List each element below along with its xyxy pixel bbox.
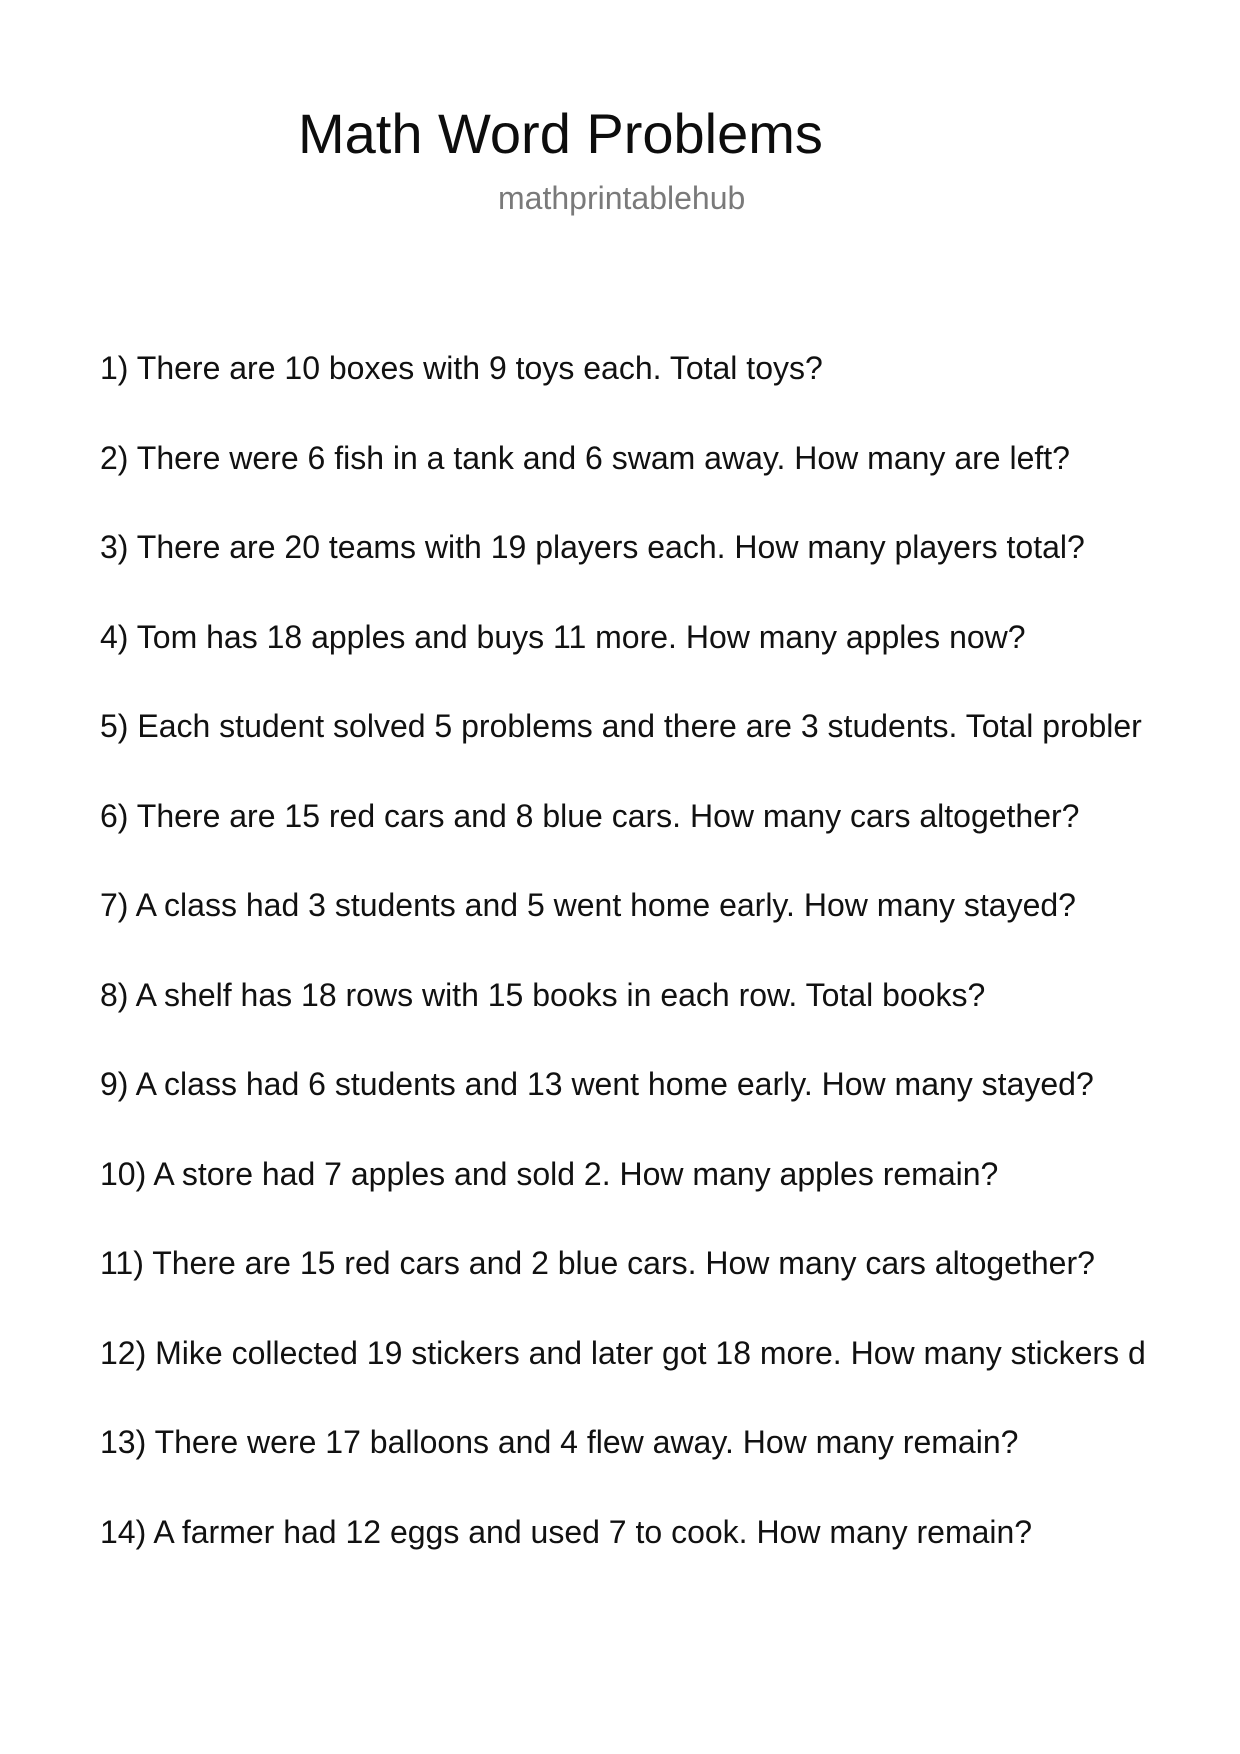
problem-item: 8) A shelf has 18 rows with 15 books in each row. Total books? <box>100 976 986 1013</box>
problem-item: 13) There were 17 balloons and 4 flew away. How many remain? <box>100 1424 1019 1460</box>
problem-item: 10) A store had 7 apples and sold 2. How many apples remain? <box>100 1155 999 1192</box>
problem-item: 5) Each student solved 5 problems and there are 3 students. Total probler <box>100 708 1142 744</box>
problem-item: 6) There are 15 red cars and 8 blue cars. How many cars altogether? <box>100 797 1080 834</box>
problem-item: 4) Tom has 18 apples and buys 11 more. How many apples now? <box>100 618 1026 655</box>
problem-item: 14) A farmer had 12 eggs and used 7 to cook. How many remain? <box>100 1513 1033 1550</box>
problem-item: 3) There are 20 teams with 19 players each. How many players total? <box>100 529 1085 565</box>
problem-item: 2) There were 6 fish in a tank and 6 swam away. How many are left? <box>100 439 1070 476</box>
page-title: Math Word Problems <box>298 102 823 165</box>
problem-item: 9) A class had 6 students and 13 went home early. How many stayed? <box>100 1066 1094 1102</box>
problem-item: 1) There are 10 boxes with 9 toys each. Total toys? <box>100 350 823 386</box>
problem-item: 11) There are 15 red cars and 2 blue cars. How many cars altogether? <box>100 1245 1095 1281</box>
problem-item: 7) A class had 3 students and 5 went home early. How many stayed? <box>100 887 1076 923</box>
problem-item: 12) Mike collected 19 stickers and later got 18 more. How many stickers d <box>100 1334 1146 1371</box>
page-subtitle: mathprintablehub <box>498 180 746 216</box>
problem-list <box>100 345 1240 1598</box>
